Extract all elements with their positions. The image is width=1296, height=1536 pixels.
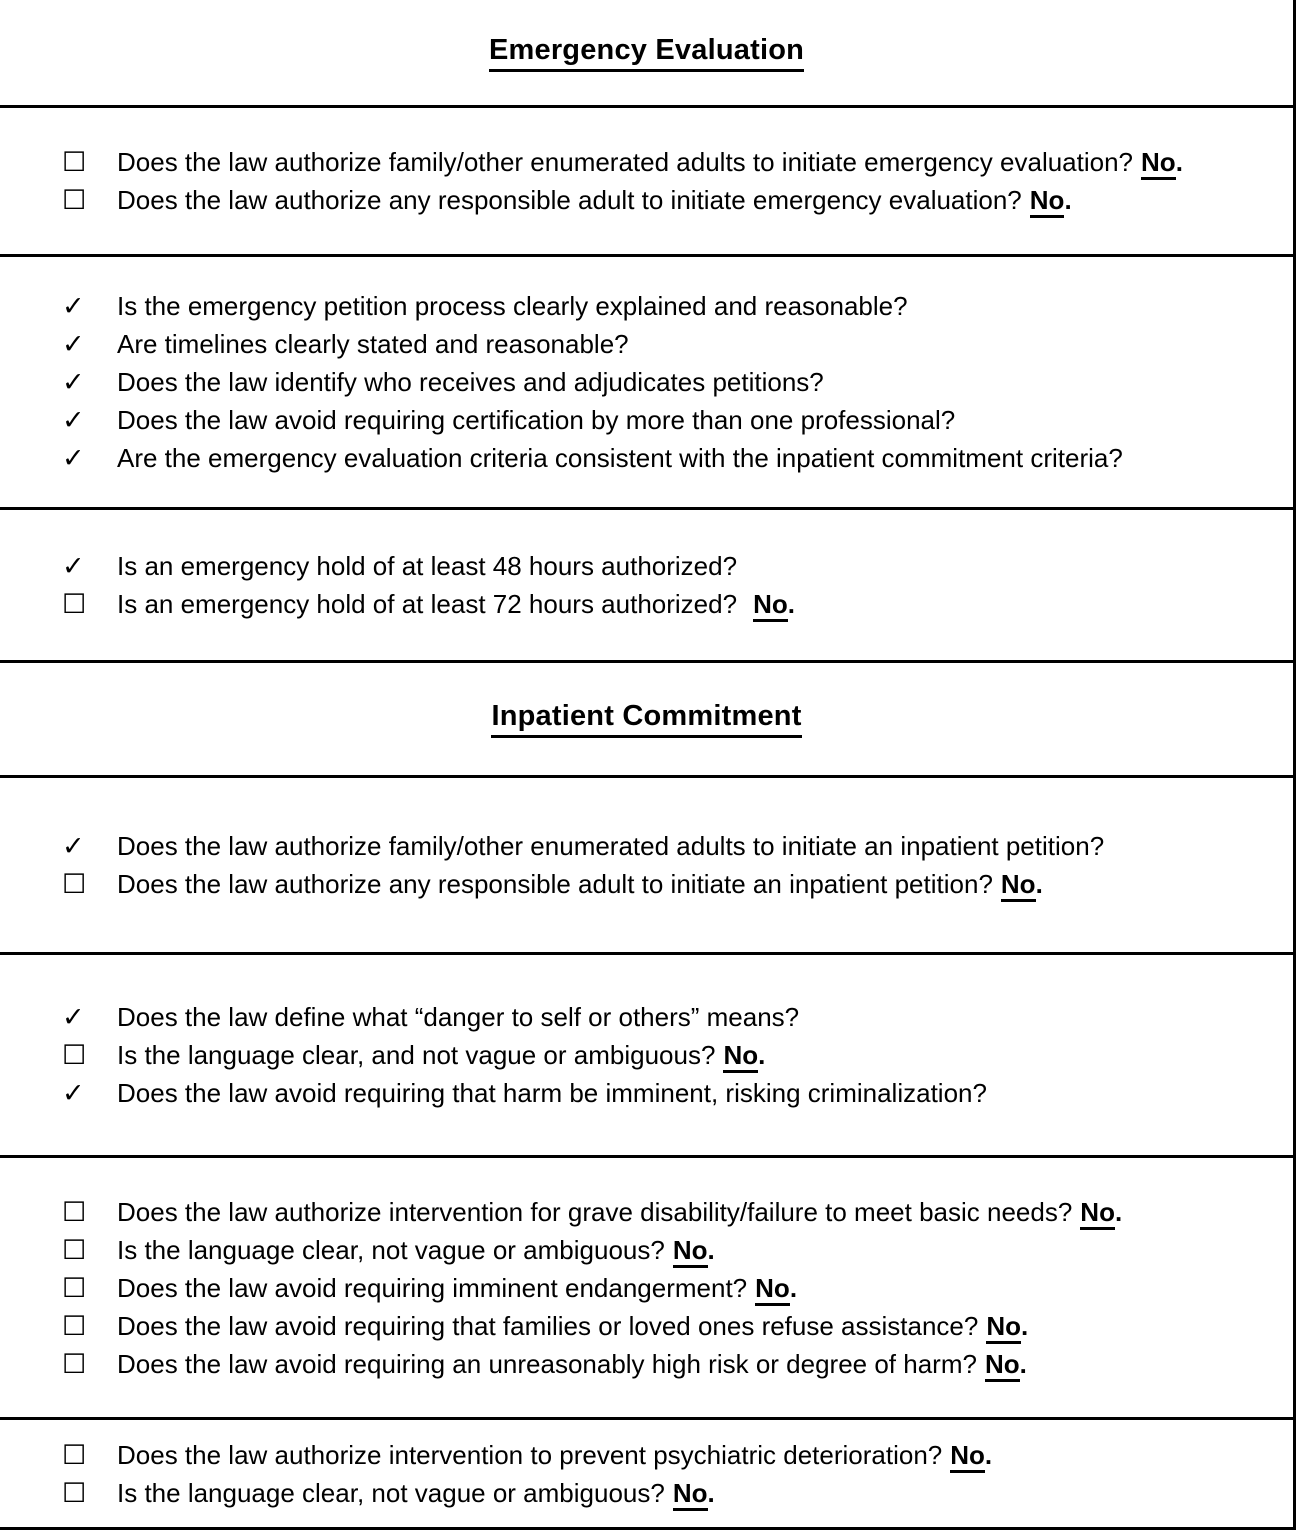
answer-no: No.	[673, 1478, 715, 1508]
checkmark-icon: ✓	[62, 1078, 85, 1108]
question-text: Are timelines clearly stated and reasonable?	[117, 329, 629, 359]
checklist-item	[0, 865, 1293, 903]
answer-no: No.	[985, 1349, 1027, 1379]
checkmark-icon: ✓	[62, 1002, 85, 1032]
answer-no: No.	[1141, 147, 1183, 177]
question-text: Does the law authorize any responsible adult to initiate an inpatient petition?	[117, 869, 993, 899]
checkmark-icon: ✓	[62, 831, 85, 861]
section-row	[0, 1420, 1293, 1530]
section-row	[0, 778, 1293, 955]
question-text: Does the law avoid requiring that harm be imminent, risking criminalization?	[117, 1078, 987, 1108]
answer-no: No.	[1080, 1197, 1122, 1227]
checkbox-unchecked-icon: ☐	[62, 185, 87, 215]
checklist-item	[0, 1231, 1293, 1269]
checkbox-unchecked-icon: ☐	[62, 869, 87, 899]
checklist-item	[0, 181, 1293, 219]
question-text: Does the law authorize any responsible adult to initiate emergency evaluation?	[117, 185, 1022, 215]
question-text: Does the law identify who receives and adjudicates petitions?	[117, 367, 824, 397]
question-text: Does the law avoid requiring an unreasonably high risk or degree of harm?	[117, 1348, 977, 1379]
checkbox-unchecked-icon: ☐	[62, 1272, 87, 1303]
checklist-item	[0, 325, 1293, 363]
question-text: Is the language clear, not vague or ambiguous?	[117, 1234, 665, 1265]
question-text: Does the law define what “danger to self or others” means?	[117, 1002, 800, 1032]
checklist-item	[0, 1345, 1293, 1383]
checklist-item	[0, 1436, 1293, 1474]
section-row	[0, 955, 1293, 1158]
checkbox-unchecked-icon: ☐	[62, 1477, 87, 1508]
question-text: Is an emergency hold of at least 72 hours authorized?	[117, 589, 738, 619]
checkbox-unchecked-icon: ☐	[62, 1348, 87, 1379]
checkmark-icon: ✓	[62, 367, 85, 397]
checklist-item	[0, 585, 1293, 623]
question-text: Does the law avoid requiring that families or loved ones refuse assistance?	[117, 1310, 979, 1341]
question-text: Is the emergency petition process clearly explained and reasonable?	[117, 291, 908, 321]
question-text: Are the emergency evaluation criteria consistent with the inpatient commitment criteria?	[117, 443, 1123, 473]
section-heading-inpatient-commitment: Inpatient Commitment	[491, 700, 801, 738]
answer-no: No.	[673, 1235, 715, 1265]
checklist-item	[0, 1269, 1293, 1307]
checkmark-icon: ✓	[62, 551, 85, 581]
question-text: Does the law authorize intervention to prevent psychiatric deterioration?	[117, 1439, 943, 1470]
checkbox-unchecked-icon: ☐	[62, 1040, 87, 1070]
checkmark-icon: ✓	[62, 329, 85, 359]
section-row	[0, 257, 1293, 510]
question-text: Is the language clear, not vague or ambiguous?	[117, 1477, 665, 1508]
section-heading-emergency-evaluation: Emergency Evaluation	[489, 34, 804, 72]
checkbox-unchecked-icon: ☐	[62, 147, 87, 177]
question-text: Does the law authorize intervention for grave disability/failure to meet basic needs?	[117, 1196, 1073, 1227]
checklist-item	[0, 998, 1293, 1036]
answer-no: No.	[1001, 869, 1043, 899]
checkbox-unchecked-icon: ☐	[62, 1439, 87, 1470]
question-text: Does the law authorize family/other enumerated adults to initiate an inpatient petition?	[117, 831, 1105, 861]
checkmark-icon: ✓	[62, 405, 85, 435]
checkbox-unchecked-icon: ☐	[62, 1196, 87, 1227]
answer-no: No.	[755, 1273, 797, 1303]
checklist-item	[0, 439, 1293, 477]
section-row	[0, 1158, 1293, 1420]
question-text: Does the law authorize family/other enumerated adults to initiate emergency evaluation?	[117, 147, 1134, 177]
checklist-item	[0, 1193, 1293, 1231]
checklist-item	[0, 1074, 1293, 1112]
answer-no: No.	[723, 1040, 765, 1070]
section-row-inpatient-commitment-heading	[0, 663, 1293, 778]
checkbox-unchecked-icon: ☐	[62, 1310, 87, 1341]
checklist-item	[0, 547, 1293, 585]
checkbox-unchecked-icon: ☐	[62, 589, 87, 619]
checklist-item	[0, 1307, 1293, 1345]
checklist-item	[0, 143, 1293, 181]
checklist-item	[0, 363, 1293, 401]
section-row-emergency-evaluation-heading	[0, 0, 1293, 108]
question-text: Is the language clear, and not vague or ambiguous?	[117, 1040, 716, 1070]
checklist-item	[0, 1036, 1293, 1074]
question-text: Does the law avoid requiring imminent endangerment?	[117, 1272, 748, 1303]
question-text: Is an emergency hold of at least 48 hours authorized?	[117, 551, 738, 581]
checkbox-unchecked-icon: ☐	[62, 1234, 87, 1265]
checklist-item	[0, 1474, 1293, 1512]
section-row	[0, 108, 1293, 257]
checkmark-icon: ✓	[62, 443, 85, 473]
answer-no: No.	[753, 589, 795, 619]
question-text: Does the law avoid requiring certification by more than one professional?	[117, 405, 956, 435]
checklist-item	[0, 827, 1293, 865]
answer-no: No.	[986, 1311, 1028, 1341]
section-row	[0, 510, 1293, 663]
answer-no: No.	[950, 1440, 992, 1470]
answer-no: No.	[1030, 185, 1072, 215]
checklist-item	[0, 401, 1293, 439]
checklist-item	[0, 287, 1293, 325]
checkmark-icon: ✓	[62, 291, 85, 321]
